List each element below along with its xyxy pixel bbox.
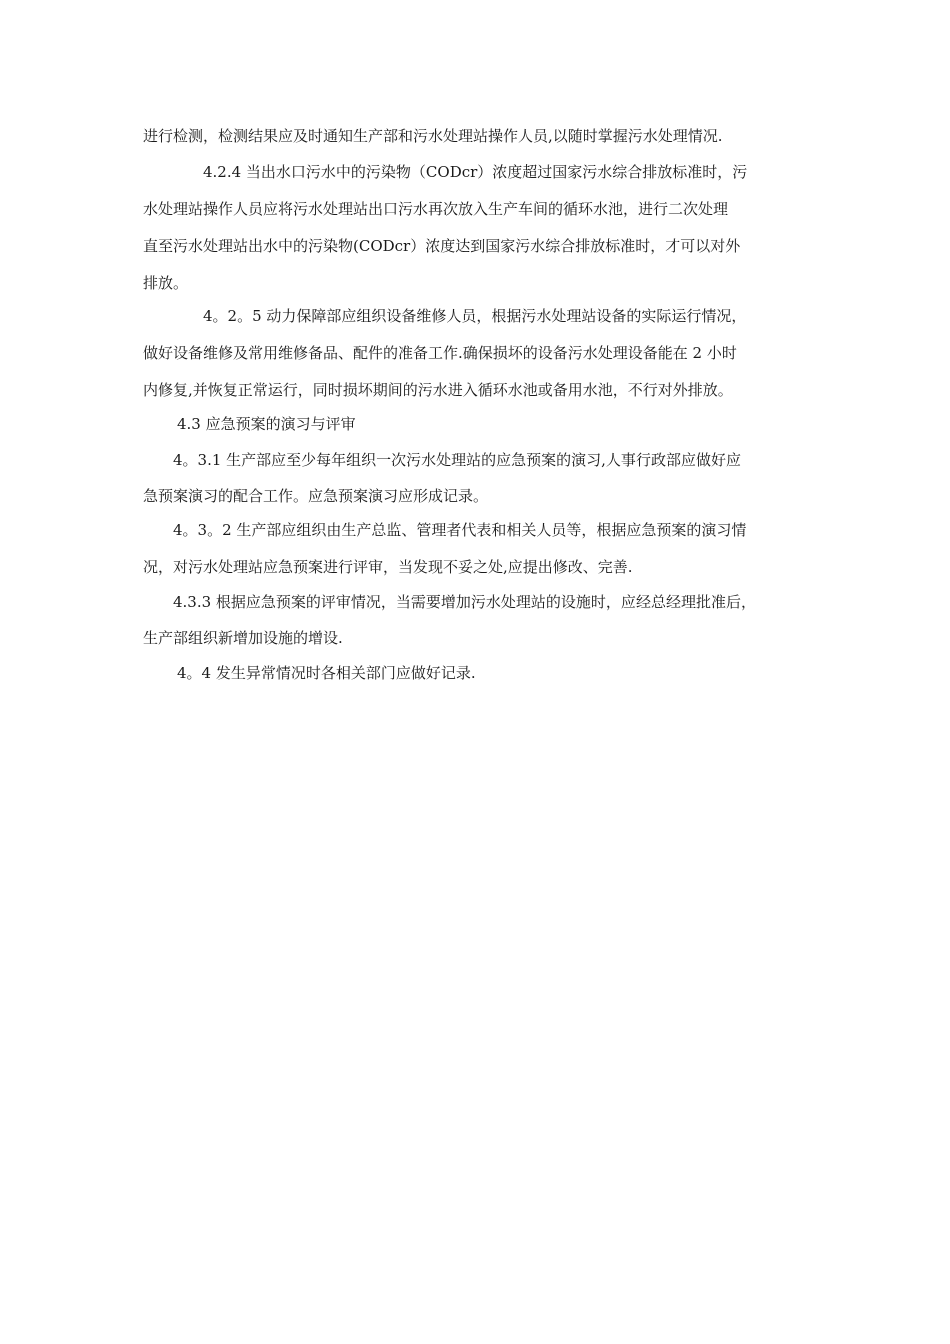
paragraph-4-3-2-line-2: 况，对污水处理站应急预案进行评审，当发现不妥之处,应提出修改、完善. [143, 558, 633, 576]
paragraph-4-2-4-line-2: 水处理站操作人员应将污水处理站出口污水再次放入生产车间的循环水池，进行二次处理 [143, 200, 729, 218]
paragraph-4-3-3-line-1: 4.3.3 根据应急预案的评审情况，当需要增加污水处理站的设施时，应经总经理批准后， [173, 593, 756, 611]
paragraph-4-4-line-1: 4。4 发生异常情况时各相关部门应做好记录. [177, 664, 476, 682]
paragraph-4-2-4-line-4: 排放。 [143, 274, 189, 292]
paragraph-4-3-3-line-2: 生产部组织新增加设施的增设. [143, 629, 343, 647]
paragraph-4-2-4-line-1: 4.2.4 当出水口污水中的污染物（CODcr）浓度超过国家污水综合排放标准时，污 [203, 163, 748, 181]
paragraph-4-3-1-line-2: 急预案演习的配合工作。应急预案演习应形成记录。 [143, 487, 489, 505]
paragraph-4-3-1-line-1: 4。3.1 生产部应至少每年组织一次污水处理站的应急预案的演习,人事行政部应做好应 [173, 451, 741, 469]
paragraph-continuation-line-1: 进行检测，检测结果应及时通知生产部和污水处理站操作人员,以随时掌握污水处理情况. [143, 127, 723, 145]
paragraph-4-2-5-line-3: 内修复,并恢复正常运行，同时损坏期间的污水进入循环水池或备用水池，不行对外排放。 [143, 381, 733, 399]
paragraph-4-2-5-line-2: 做好设备维修及常用维修备品、配件的准备工作.确保损坏的设备污水处理设备能在 2 小时 [143, 344, 737, 362]
section-heading-4-3: 4.3 应急预案的演习与评审 [177, 415, 356, 433]
paragraph-4-3-2-line-1: 4。3。2 生产部应组织由生产总监、管理者代表和相关人员等，根据应急预案的演习情 [173, 521, 747, 539]
paragraph-4-2-5-line-1: 4。2。5 动力保障部应组织设备维修人员，根据污水处理站设备的实际运行情况， [203, 307, 747, 325]
paragraph-4-2-4-line-3: 直至污水处理站出水中的污染物(CODcr）浓度达到国家污水综合排放标准时，才可以对外 [143, 237, 741, 255]
